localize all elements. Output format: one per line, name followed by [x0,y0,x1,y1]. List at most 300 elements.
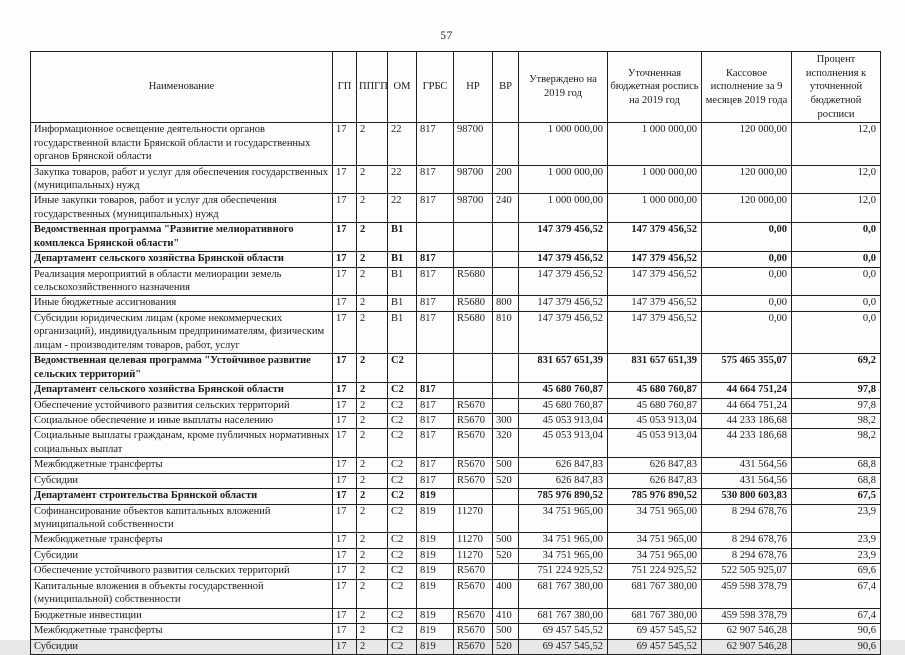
cell-vr [493,123,519,165]
cell-percent: 0,0 [792,267,881,296]
cell-ppgp: 2 [357,383,388,398]
cell-approved: 831 657 651,39 [519,354,608,383]
table-row [31,311,881,353]
cell-ppgp: 2 [357,354,388,383]
cell-gp: 17 [333,354,357,383]
cell-revised: 831 657 651,39 [608,354,702,383]
cell-cash: 62 907 546,28 [702,624,792,639]
cell-approved: 34 751 965,00 [519,533,608,548]
cell-revised: 45 053 913,04 [608,429,702,458]
col-header-nr: НР [454,52,493,123]
cell-om: С2 [388,458,417,473]
cell-nr: 11270 [454,548,493,563]
cell-revised: 626 847,83 [608,458,702,473]
cell-nr [454,252,493,267]
cell-grbs [417,223,454,252]
cell-cash: 459 598 378,79 [702,579,792,608]
cell-name: Реализация мероприятий в области мелиорации земель сельскохозяйственного назначения [31,267,333,296]
cell-grbs: 817 [417,123,454,165]
cell-nr: R5680 [454,296,493,311]
cell-om: В1 [388,252,417,267]
cell-cash: 0,00 [702,267,792,296]
cell-name: Иные бюджетные ассигнования [31,296,333,311]
cell-revised: 147 379 456,52 [608,267,702,296]
cell-om: С2 [388,608,417,623]
cell-name: Капитальные вложения в объекты государственной (муниципальной) собственности [31,579,333,608]
cell-name: Субсидии [31,548,333,563]
cell-om: С2 [388,429,417,458]
cell-vr [493,252,519,267]
col-header-cash: Кассовое исполнение за 9 месяцев 2019 года [702,52,792,123]
cell-vr [493,398,519,413]
cell-om: В1 [388,267,417,296]
cell-grbs: 819 [417,624,454,639]
cell-revised: 147 379 456,52 [608,311,702,353]
cell-gp: 17 [333,429,357,458]
cell-approved: 1 000 000,00 [519,165,608,194]
cell-ppgp: 2 [357,413,388,428]
cell-gp: 17 [333,165,357,194]
table-body [31,123,881,655]
cell-om: В1 [388,223,417,252]
cell-name: Субсидии юридическим лицам (кроме некоммерческих организаций), индивидуальным предпринимателям, физическим лицам - производителям товаров, работ, услуг [31,311,333,353]
cell-om: С2 [388,579,417,608]
cell-percent: 0,0 [792,223,881,252]
cell-vr [493,267,519,296]
cell-cash: 44 233 186,68 [702,413,792,428]
cell-revised: 147 379 456,52 [608,252,702,267]
cell-approved: 45 053 913,04 [519,429,608,458]
cell-name: Департамент сельского хозяйства Брянской области [31,252,333,267]
table-row [31,354,881,383]
table-row [31,123,881,165]
cell-om: С2 [388,413,417,428]
cell-percent: 68,8 [792,473,881,488]
cell-cash: 431 564,56 [702,473,792,488]
cell-nr [454,223,493,252]
cell-grbs: 819 [417,579,454,608]
cell-approved: 69 457 545,52 [519,639,608,654]
cell-nr: R5670 [454,473,493,488]
cell-cash: 8 294 678,76 [702,548,792,563]
cell-ppgp: 2 [357,489,388,504]
cell-approved: 626 847,83 [519,473,608,488]
cell-om: С2 [388,639,417,654]
cell-cash: 44 233 186,68 [702,429,792,458]
table-row [31,267,881,296]
header-row [31,52,881,123]
cell-percent: 23,9 [792,548,881,563]
cell-grbs: 819 [417,533,454,548]
cell-percent: 0,0 [792,252,881,267]
cell-percent: 90,6 [792,639,881,654]
cell-vr [493,489,519,504]
cell-om: В1 [388,311,417,353]
cell-om: С2 [388,533,417,548]
cell-ppgp: 2 [357,194,388,223]
cell-grbs: 819 [417,564,454,579]
cell-nr: R5670 [454,429,493,458]
cell-nr: R5670 [454,624,493,639]
cell-ppgp: 2 [357,123,388,165]
cell-nr: R5670 [454,608,493,623]
cell-revised: 45 680 760,87 [608,398,702,413]
cell-name: Субсидии [31,639,333,654]
cell-percent: 90,6 [792,624,881,639]
cell-nr: R5670 [454,564,493,579]
cell-ppgp: 2 [357,398,388,413]
cell-grbs: 819 [417,608,454,623]
cell-vr [493,354,519,383]
table-row [31,398,881,413]
cell-vr [493,223,519,252]
cell-grbs: 817 [417,429,454,458]
cell-gp: 17 [333,533,357,548]
cell-name: Межбюджетные трансферты [31,458,333,473]
cell-nr: 11270 [454,533,493,548]
cell-cash: 62 907 546,28 [702,639,792,654]
cell-vr: 500 [493,624,519,639]
cell-cash: 0,00 [702,296,792,311]
cell-revised: 1 000 000,00 [608,165,702,194]
cell-cash: 459 598 378,79 [702,608,792,623]
cell-nr: R5670 [454,458,493,473]
cell-nr: 98700 [454,194,493,223]
cell-approved: 1 000 000,00 [519,123,608,165]
cell-name: Межбюджетные трансферты [31,533,333,548]
cell-nr: 98700 [454,123,493,165]
cell-ppgp: 2 [357,608,388,623]
cell-ppgp: 2 [357,473,388,488]
cell-ppgp: 2 [357,624,388,639]
cell-percent: 12,0 [792,194,881,223]
cell-gp: 17 [333,398,357,413]
cell-gp: 17 [333,548,357,563]
table-row [31,564,881,579]
cell-approved: 147 379 456,52 [519,223,608,252]
cell-approved: 34 751 965,00 [519,504,608,533]
cell-vr: 240 [493,194,519,223]
cell-percent: 69,2 [792,354,881,383]
cell-percent: 12,0 [792,123,881,165]
cell-grbs: 817 [417,194,454,223]
col-header-name: Наименование [31,52,333,123]
cell-gp: 17 [333,579,357,608]
cell-ppgp: 2 [357,223,388,252]
table-row [31,624,881,639]
table-row [31,429,881,458]
cell-nr [454,383,493,398]
cell-revised: 147 379 456,52 [608,223,702,252]
cell-ppgp: 2 [357,311,388,353]
cell-grbs: 817 [417,473,454,488]
cell-percent: 68,8 [792,458,881,473]
cell-name: Софинансирование объектов капитальных вложений муниципальной собственности [31,504,333,533]
table-row [31,533,881,548]
cell-gp: 17 [333,608,357,623]
cell-approved: 785 976 890,52 [519,489,608,504]
cell-vr [493,564,519,579]
cell-ppgp: 2 [357,504,388,533]
cell-om: С2 [388,504,417,533]
cell-ppgp: 2 [357,165,388,194]
table-row [31,579,881,608]
cell-revised: 34 751 965,00 [608,504,702,533]
cell-percent: 0,0 [792,296,881,311]
cell-approved: 1 000 000,00 [519,194,608,223]
cell-gp: 17 [333,413,357,428]
col-header-revised: Уточненная бюджетная роспись на 2019 год [608,52,702,123]
cell-grbs [417,354,454,383]
cell-ppgp: 2 [357,458,388,473]
cell-name: Социальные выплаты гражданам, кроме публичных нормативных социальных выплат [31,429,333,458]
cell-ppgp: 2 [357,533,388,548]
cell-percent: 23,9 [792,504,881,533]
cell-nr: R5680 [454,267,493,296]
table-row [31,194,881,223]
cell-ppgp: 2 [357,429,388,458]
cell-ppgp: 2 [357,267,388,296]
cell-grbs: 817 [417,165,454,194]
cell-percent: 12,0 [792,165,881,194]
cell-name: Департамент строительства Брянской области [31,489,333,504]
cell-name: Ведомственная программа "Развитие мелиоративного комплекса Брянской области" [31,223,333,252]
cell-gp: 17 [333,252,357,267]
cell-nr: R5670 [454,398,493,413]
cell-name: Иные закупки товаров, работ и услуг для обеспечения государственных (муниципальных) нужд [31,194,333,223]
cell-approved: 69 457 545,52 [519,624,608,639]
cell-om: С2 [388,624,417,639]
cell-gp: 17 [333,473,357,488]
cell-gp: 17 [333,267,357,296]
table-row [31,296,881,311]
cell-approved: 147 379 456,52 [519,252,608,267]
cell-cash: 0,00 [702,223,792,252]
cell-grbs: 817 [417,383,454,398]
table-row [31,504,881,533]
cell-om: В1 [388,296,417,311]
cell-nr: R5670 [454,413,493,428]
cell-nr: R5670 [454,639,493,654]
cell-vr: 520 [493,639,519,654]
cell-vr: 810 [493,311,519,353]
table-row [31,608,881,623]
cell-grbs: 819 [417,489,454,504]
cell-percent: 97,8 [792,398,881,413]
col-header-vr: ВР [493,52,519,123]
cell-revised: 34 751 965,00 [608,533,702,548]
cell-revised: 69 457 545,52 [608,639,702,654]
cell-grbs: 819 [417,639,454,654]
cell-cash: 44 664 751,24 [702,398,792,413]
cell-name: Межбюджетные трансферты [31,624,333,639]
cell-approved: 45 053 913,04 [519,413,608,428]
cell-revised: 147 379 456,52 [608,296,702,311]
cell-nr [454,354,493,383]
cell-gp: 17 [333,624,357,639]
cell-om: С2 [388,489,417,504]
cell-vr: 320 [493,429,519,458]
cell-vr: 410 [493,608,519,623]
cell-vr: 400 [493,579,519,608]
cell-cash: 0,00 [702,252,792,267]
cell-nr: 98700 [454,165,493,194]
cell-name: Социальное обеспечение и иные выплаты населению [31,413,333,428]
table-row [31,639,881,654]
cell-vr: 300 [493,413,519,428]
cell-cash: 8 294 678,76 [702,533,792,548]
cell-approved: 147 379 456,52 [519,296,608,311]
cell-approved: 681 767 380,00 [519,608,608,623]
col-header-grbs: ГРБС [417,52,454,123]
cell-cash: 575 465 355,07 [702,354,792,383]
cell-gp: 17 [333,296,357,311]
cell-vr: 800 [493,296,519,311]
cell-grbs: 819 [417,504,454,533]
cell-revised: 34 751 965,00 [608,548,702,563]
cell-ppgp: 2 [357,252,388,267]
cell-gp: 17 [333,223,357,252]
cell-cash: 431 564,56 [702,458,792,473]
cell-gp: 17 [333,639,357,654]
cell-vr [493,504,519,533]
cell-gp: 17 [333,564,357,579]
cell-name: Информационное освещение деятельности органов государственной власти Брянской области и государственных органов Брянской области [31,123,333,165]
cell-percent: 67,4 [792,608,881,623]
cell-approved: 681 767 380,00 [519,579,608,608]
cell-revised: 681 767 380,00 [608,608,702,623]
budget-table [30,51,881,655]
cell-cash: 120 000,00 [702,194,792,223]
table-row [31,458,881,473]
cell-name: Субсидии [31,473,333,488]
cell-gp: 17 [333,123,357,165]
cell-vr [493,383,519,398]
cell-om: С2 [388,473,417,488]
cell-percent: 67,5 [792,489,881,504]
cell-om: С2 [388,564,417,579]
cell-percent: 67,4 [792,579,881,608]
cell-gp: 17 [333,194,357,223]
cell-percent: 23,9 [792,533,881,548]
col-header-gp: ГП [333,52,357,123]
cell-vr: 500 [493,458,519,473]
col-header-approved: Утверждено на 2019 год [519,52,608,123]
cell-grbs: 817 [417,458,454,473]
cell-revised: 785 976 890,52 [608,489,702,504]
cell-cash: 530 800 603,83 [702,489,792,504]
cell-revised: 45 680 760,87 [608,383,702,398]
cell-revised: 45 053 913,04 [608,413,702,428]
table-row [31,473,881,488]
cell-om: С2 [388,398,417,413]
cell-approved: 751 224 925,52 [519,564,608,579]
cell-ppgp: 2 [357,548,388,563]
cell-gp: 17 [333,311,357,353]
cell-ppgp: 2 [357,296,388,311]
cell-nr [454,489,493,504]
cell-gp: 17 [333,458,357,473]
cell-cash: 44 664 751,24 [702,383,792,398]
cell-ppgp: 2 [357,579,388,608]
cell-revised: 751 224 925,52 [608,564,702,579]
cell-vr: 500 [493,533,519,548]
cell-cash: 120 000,00 [702,165,792,194]
cell-approved: 626 847,83 [519,458,608,473]
cell-grbs: 817 [417,252,454,267]
cell-approved: 45 680 760,87 [519,398,608,413]
cell-grbs: 817 [417,413,454,428]
cell-ppgp: 2 [357,564,388,579]
cell-om: 22 [388,165,417,194]
table-row [31,489,881,504]
cell-gp: 17 [333,504,357,533]
cell-grbs: 817 [417,296,454,311]
cell-vr: 200 [493,165,519,194]
cell-nr: R5680 [454,311,493,353]
table-row [31,413,881,428]
cell-om: 22 [388,194,417,223]
cell-vr: 520 [493,548,519,563]
cell-percent: 0,0 [792,311,881,353]
cell-revised: 626 847,83 [608,473,702,488]
cell-gp: 17 [333,383,357,398]
cell-cash: 8 294 678,76 [702,504,792,533]
cell-approved: 147 379 456,52 [519,311,608,353]
col-header-ppgp: ППГП [357,52,388,123]
cell-grbs: 817 [417,398,454,413]
cell-grbs: 817 [417,311,454,353]
cell-om: С2 [388,354,417,383]
table-row [31,252,881,267]
cell-cash: 0,00 [702,311,792,353]
cell-om: С2 [388,383,417,398]
cell-nr: R5670 [454,579,493,608]
table-row [31,548,881,563]
cell-revised: 681 767 380,00 [608,579,702,608]
cell-name: Обеспечение устойчивого развития сельских территорий [31,564,333,579]
cell-ppgp: 2 [357,639,388,654]
cell-nr: 11270 [454,504,493,533]
cell-approved: 34 751 965,00 [519,548,608,563]
cell-percent: 98,2 [792,429,881,458]
cell-approved: 45 680 760,87 [519,383,608,398]
table-row [31,383,881,398]
cell-name: Ведомственная целевая программа "Устойчивое развитие сельских территорий" [31,354,333,383]
cell-percent: 98,2 [792,413,881,428]
cell-revised: 69 457 545,52 [608,624,702,639]
cell-cash: 522 505 925,07 [702,564,792,579]
cell-grbs: 817 [417,267,454,296]
cell-grbs: 819 [417,548,454,563]
cell-vr: 520 [493,473,519,488]
cell-name: Обеспечение устойчивого развития сельских территорий [31,398,333,413]
cell-percent: 69,6 [792,564,881,579]
cell-name: Бюджетные инвестиции [31,608,333,623]
table-row [31,165,881,194]
cell-cash: 120 000,00 [702,123,792,165]
cell-revised: 1 000 000,00 [608,194,702,223]
cell-approved: 147 379 456,52 [519,267,608,296]
col-header-om: ОМ [388,52,417,123]
cell-percent: 97,8 [792,383,881,398]
cell-gp: 17 [333,489,357,504]
col-header-percent: Процент исполнения к уточненной бюджетной росписи [792,52,881,123]
page-number: 57 [440,30,453,42]
cell-revised: 1 000 000,00 [608,123,702,165]
cell-name: Закупка товаров, работ и услуг для обеспечения государственных (муниципальных) нужд [31,165,333,194]
cell-name: Департамент сельского хозяйства Брянской области [31,383,333,398]
